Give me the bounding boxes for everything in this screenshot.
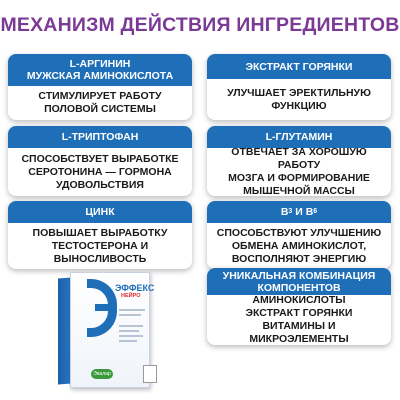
card-body-line: ЭКСТРАКТ ГОРЯНКИ	[245, 307, 353, 319]
card-body-line: МОЗГА И ФОРМИРОВАНИЕ	[228, 172, 370, 184]
card-body-line: ПОЛОВОЙ СИСТЕМЫ	[44, 103, 156, 115]
brand-letter-bar	[95, 304, 111, 311]
card-body	[8, 86, 192, 120]
card-body-line: МЫШЕЧНОЙ МАССЫ	[243, 185, 355, 196]
card-body-line: СПОСОБСТВУЕТ ВЫРАБОТКЕ	[21, 152, 179, 165]
package-text-line	[119, 340, 137, 342]
product-brand: ЭФФЕКС	[115, 283, 155, 293]
card-header-line: МУЖСКАЯ АМИНОКИСЛОТА	[26, 70, 174, 82]
card-body-line: ОТВЕЧАЕТ ЗА ХОРОШУЮ РАБОТУ	[231, 146, 367, 171]
vitamin-b6-subscript: 6	[313, 208, 318, 215]
card-body	[207, 148, 391, 196]
card-body	[8, 148, 192, 196]
package-text-line	[119, 335, 143, 337]
card-body-line: СТИМУЛИРУЕТ РАБОТУ	[38, 90, 162, 102]
card-body-line: ВЫНОСЛИВОСТЬ	[53, 252, 147, 265]
card-unique-combination	[207, 268, 391, 345]
card-header-line: L-АРГИНИН	[69, 58, 131, 70]
card-body-line: ВОСПОЛНЯЮТ ЭНЕРГИЮ	[231, 252, 367, 265]
card-header-line: КОМПОНЕНТОВ	[257, 281, 341, 294]
card-l-glutamine	[207, 126, 391, 196]
card-zinc	[8, 201, 192, 269]
card-body-line: ФУНКЦИЮ	[271, 99, 327, 112]
card-header	[207, 268, 391, 295]
page-title: МЕХАНИЗМ ДЕЙСТВИЯ ИНГРЕДИЕНТОВ	[0, 14, 400, 36]
card-header: L-ТРИПТОФАН	[8, 126, 192, 148]
package-badge	[143, 365, 157, 383]
product-package-image	[56, 272, 155, 390]
card-body	[207, 79, 391, 120]
card-header	[207, 201, 391, 223]
card-header: ЭКСТРАКТ ГОРЯНКИ	[207, 54, 391, 79]
card-l-arginine	[8, 54, 192, 120]
package-text-line	[119, 325, 143, 327]
card-body-line: СПОСОБСТВУЮТ УЛУЧШЕНИЮ	[216, 226, 382, 239]
card-body-line: ВИТАМИНЫ И МИКРОЭЛЕМЕНТЫ	[249, 320, 349, 345]
manufacturer-logo: Эвалар	[91, 369, 113, 379]
card-header: ЦИНК	[8, 201, 192, 223]
card-body-line: СЕРОТОНИНА — ГОРМОНА	[28, 165, 172, 178]
card-body-line: ПОВЫШАЕТ ВЫРАБОТКУ	[32, 226, 168, 239]
card-header-line: УНИКАЛЬНАЯ КОМБИНАЦИЯ	[222, 269, 376, 282]
card-l-tryptophan	[8, 126, 192, 196]
card-body-line: УЛУЧШАЕТ ЭРЕКТИЛЬНУЮ	[227, 86, 371, 99]
card-body-line: АМИНОКИСЛОТЫ	[252, 294, 346, 306]
package-text-line	[119, 309, 145, 311]
vitamin-b-connector: И B	[292, 206, 314, 218]
card-body-line: ТЕСТОСТЕРОНА И	[51, 239, 149, 252]
package-text-line	[119, 330, 139, 332]
card-body	[207, 223, 391, 269]
card-body	[207, 295, 391, 345]
card-horny-goat-weed	[207, 54, 391, 120]
package-text-line	[119, 314, 141, 316]
package-front	[70, 272, 155, 388]
product-subbrand: НЕЙРО	[121, 293, 141, 299]
card-body-line: УДОВОЛЬСТВИЯ	[56, 178, 144, 191]
card-header: L-ГЛУТАМИН	[207, 126, 391, 148]
card-body	[8, 223, 192, 269]
card-vitamins-b3-b6	[207, 201, 391, 269]
card-body-line: ОБМЕНА АМИНОКИСЛОТ,	[231, 239, 367, 252]
vitamin-b-label: B	[280, 206, 289, 218]
card-header	[8, 54, 192, 86]
vitamin-b3-subscript: 3	[288, 208, 293, 215]
